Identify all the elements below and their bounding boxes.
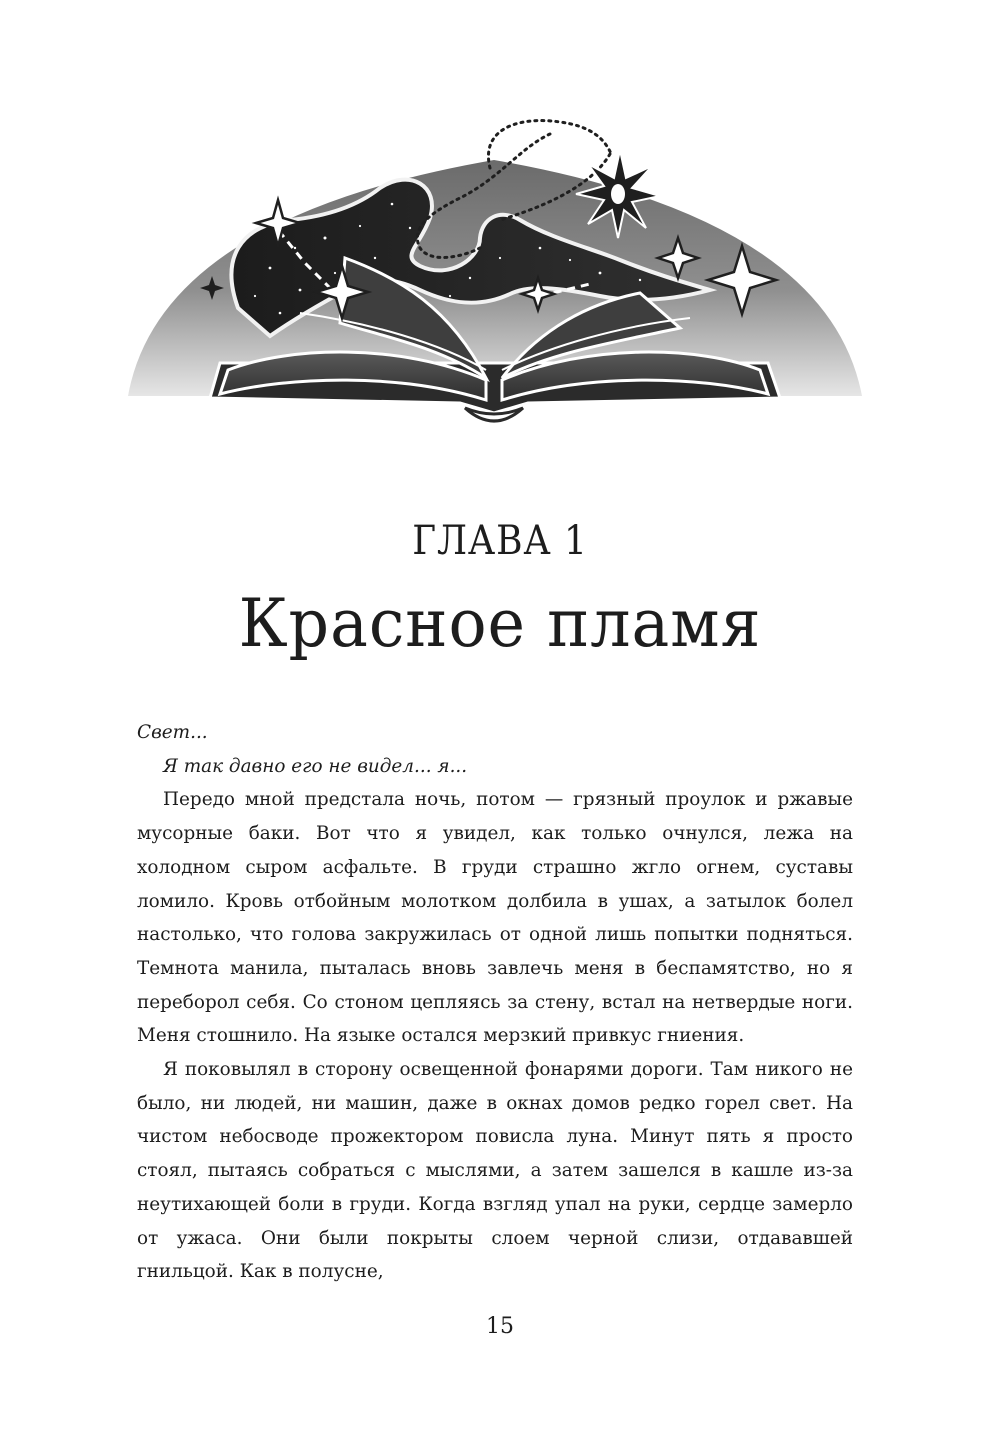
body-line-2: Я так давно его не видел... я... xyxy=(163,755,468,777)
body-line-1: Свет... xyxy=(137,722,208,743)
chapter-label: ГЛАВА 1 xyxy=(412,518,588,564)
chapter-title: Красное пламя xyxy=(238,585,762,662)
chapter-illustration xyxy=(120,108,868,448)
page-number: 15 xyxy=(486,1314,514,1339)
body-paragraph-1: Передо мной предстала ночь, потом — грязный проулок и ржавые мусорные баки. Вот что я увидел, как только очнулся, лежа на холодном сыром асфальте. В груди страшно жгло огнем, суставы ломило. Кровь отбойным молотком долбила в ушах, а затылок болел настолько, что голова закружилась от одной лишь попытки подняться. Темнота манила, пыталась вновь завлечь меня в беспамятство, но я переборол себя. Со стоном цепляясь за стену, встал на нетвердые ноги. Меня стошнило. На языке остался мерзкий привкус гниения. xyxy=(137,789,853,1047)
chapter-body xyxy=(137,716,853,1289)
body-paragraph-2: Я поковылял в сторону освещенной фонарями дороги. Там никого не было, ни людей, ни машин, даже в окнах домов редко горел свет. На чистом небосводе прожектором повисла луна. Минут пять я просто стоял, пытаясь собраться с мыслями, а затем зашелся в кашле из-за неутихающей боли в груди. Когда взгляд упал на руки, сердце замерло от ужаса. Они были покрыты слоем черной слизи, отдававшей гнильцой. Как в полусне, xyxy=(137,1059,853,1283)
